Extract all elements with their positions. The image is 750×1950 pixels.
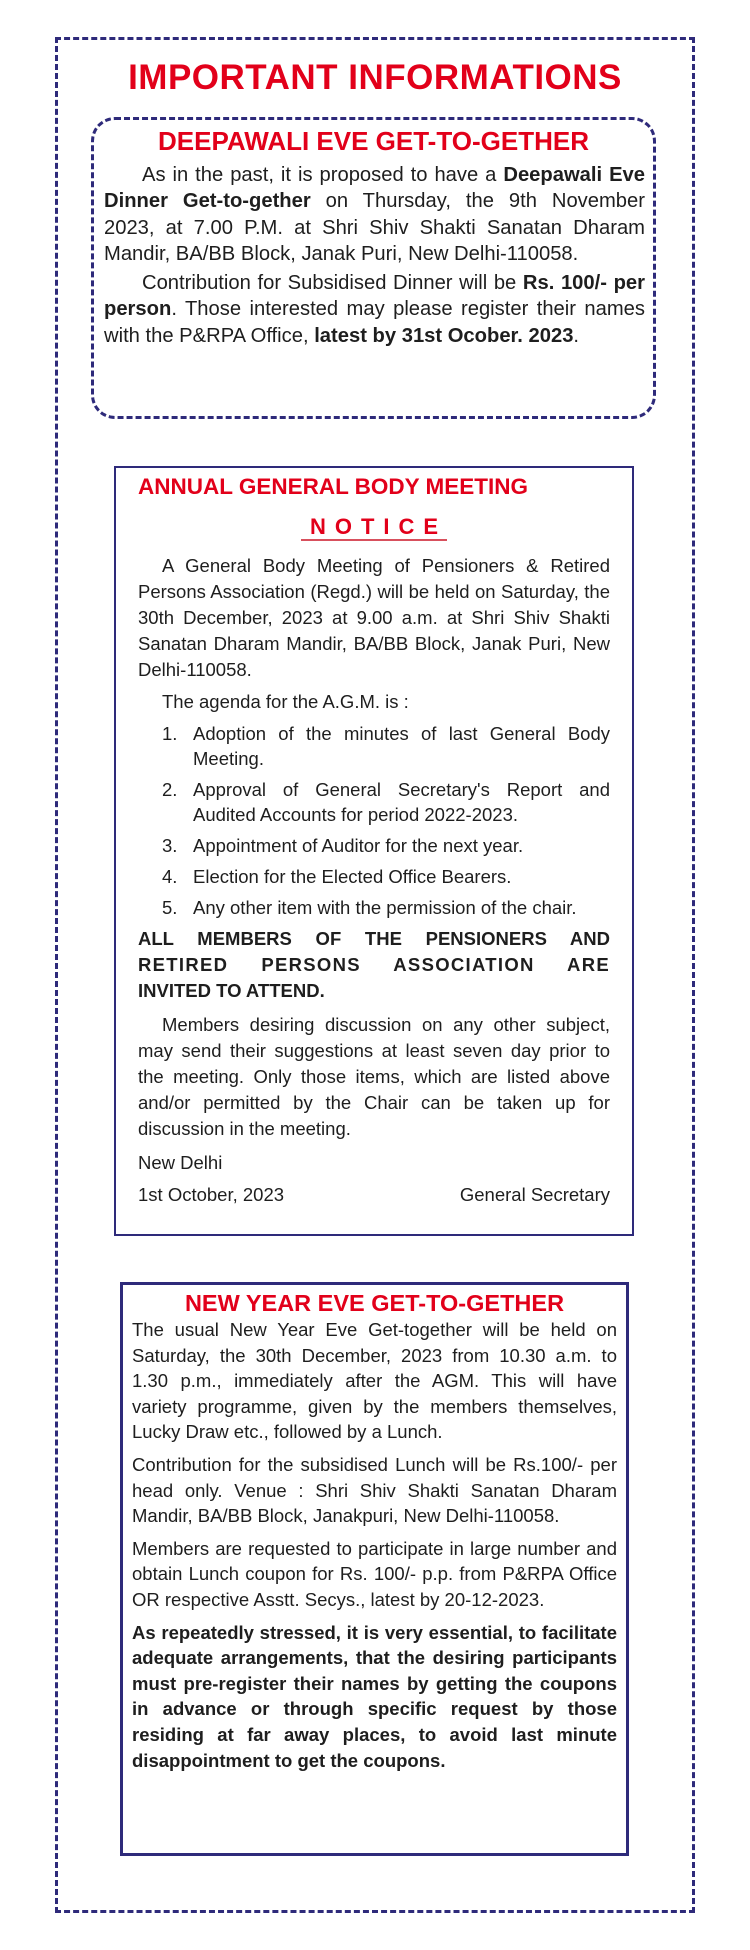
deepawali-paragraph-2 [104,270,645,349]
invite-line-1: ALL MEMBERS OF THE PENSIONERS AND [138,928,610,949]
signatory: General Secretary [459,1184,610,1205]
invite-line-2: RETIRED PERSONS ASSOCIATION ARE [138,954,610,975]
text-run: . Those interested may please register their names with the P&RPA Office, [104,298,645,347]
notice-date: 1st October, 2023 [138,1184,285,1205]
agenda-item [138,777,610,827]
agenda-number: 1. [162,723,178,744]
signature-row [138,1182,610,1208]
place: New Delhi [138,1152,223,1173]
page-title: IMPORTANT INFORMATIONS [128,58,622,97]
notice-text: NOTICE [301,514,447,541]
agm-title: ANNUAL GENERAL BODY MEETING [138,474,529,499]
agenda-item [138,895,610,920]
agenda-text: Adoption of the minutes of last General Body Meeting. [193,723,610,769]
event-name-bold: Deepawali Eve Dinner Get-to-gether [104,164,645,213]
new-year-body [132,1317,617,1773]
text-run: on Thursday, the 9th November 2023, at 7.00 P.M. at Shri Shiv Shakti Sanatan Dharam Mandir, BA/BB Block, Janak Puri, New Delhi-110058. [104,190,645,265]
agenda-text: Approval of General Secretary's Report and Audited Accounts for period 2022-2023. [193,779,610,825]
agm-intro: A General Body Meeting of Pensioners & Retired Persons Association (Regd.) will be held on Saturday, the 30th December, 2023 at 9.00 a.m. at Shri Shiv Shakti Sanatan Dharam Mandir, BA/BB Block, Janak Puri, New Delhi-110058. [138,555,610,680]
agenda-item [138,833,610,858]
text-run: . [573,324,580,347]
agm-body [138,553,610,1208]
agenda-number: 3. [162,835,178,856]
agenda-text: Any other item with the permission of the chair. [193,897,577,918]
deepawali-title: DEEPAWALI EVE GET-TO-GETHER [158,126,589,156]
agenda-intro: The agenda for the A.G.M. is : [162,691,409,712]
text-run: As in the past, it is proposed to have a [142,164,504,186]
invitation-notice [138,926,610,1004]
deadline-bold: latest by 31st Ocober. 2023 [314,324,574,347]
agenda-number: 4. [162,866,178,887]
new-year-paragraph-3: Members are requested to participate in large number and obtain Lunch coupon for Rs. 100/- p.p. from P&RPA Office OR respective Asstt. Secys., latest by 20-12-2023. [132,1537,617,1610]
agenda-text: Appointment of Auditor for the next year. [193,835,524,856]
agenda-number: 2. [162,779,178,800]
agenda-number: 5. [162,897,178,918]
new-year-paragraph-2: Contribution for the subsidised Lunch will be Rs.100/- per head only. Venue : Shri Shiv Shakti Sanatan Dharam Mandir, BA/BB Block, Janakpuri, New Delhi-110058. [132,1453,617,1527]
new-year-paragraph-1: The usual New Year Eve Get-together will be held on Saturday, the 30th December, 2023 from 10.30 a.m. to 1.30 p.m., immediately after the AGM. This will have variety programme, given by the members themselves, Lucky Draw etc., followed by a Lunch. [132,1319,617,1443]
members-discussion-note: Members desiring discussion on any other subject, may send their suggestions at least seven day prior to the meeting. Only those items, which are listed above and/or permitted by the Chair can be taken up for discussion in the meeting. [138,1014,610,1139]
new-year-title: NEW YEAR EVE GET-TO-GETHER [184,1290,565,1316]
new-year-paragraph-4: As repeatedly stressed, it is very essential, to facilitate adequate arrangements, that the desiring participants must pre-register their names by getting the coupons in advance or through specific request by those residing at far away places, to avoid last minute disappointment to get the coupons. [132,1621,617,1771]
notice-heading [114,514,634,540]
invite-line-3: INVITED TO ATTEND. [138,980,325,1001]
text-run: Contribution for Subsidised Dinner will be [142,272,523,295]
deepawali-body [104,162,645,349]
agenda-list [138,721,610,920]
deepawali-paragraph-1 [104,162,645,267]
agenda-item [138,721,610,771]
contribution-amount-bold: Rs. 100/- per person [104,272,646,321]
agenda-item [138,864,610,889]
agenda-text: Election for the Elected Office Bearers. [193,866,512,887]
